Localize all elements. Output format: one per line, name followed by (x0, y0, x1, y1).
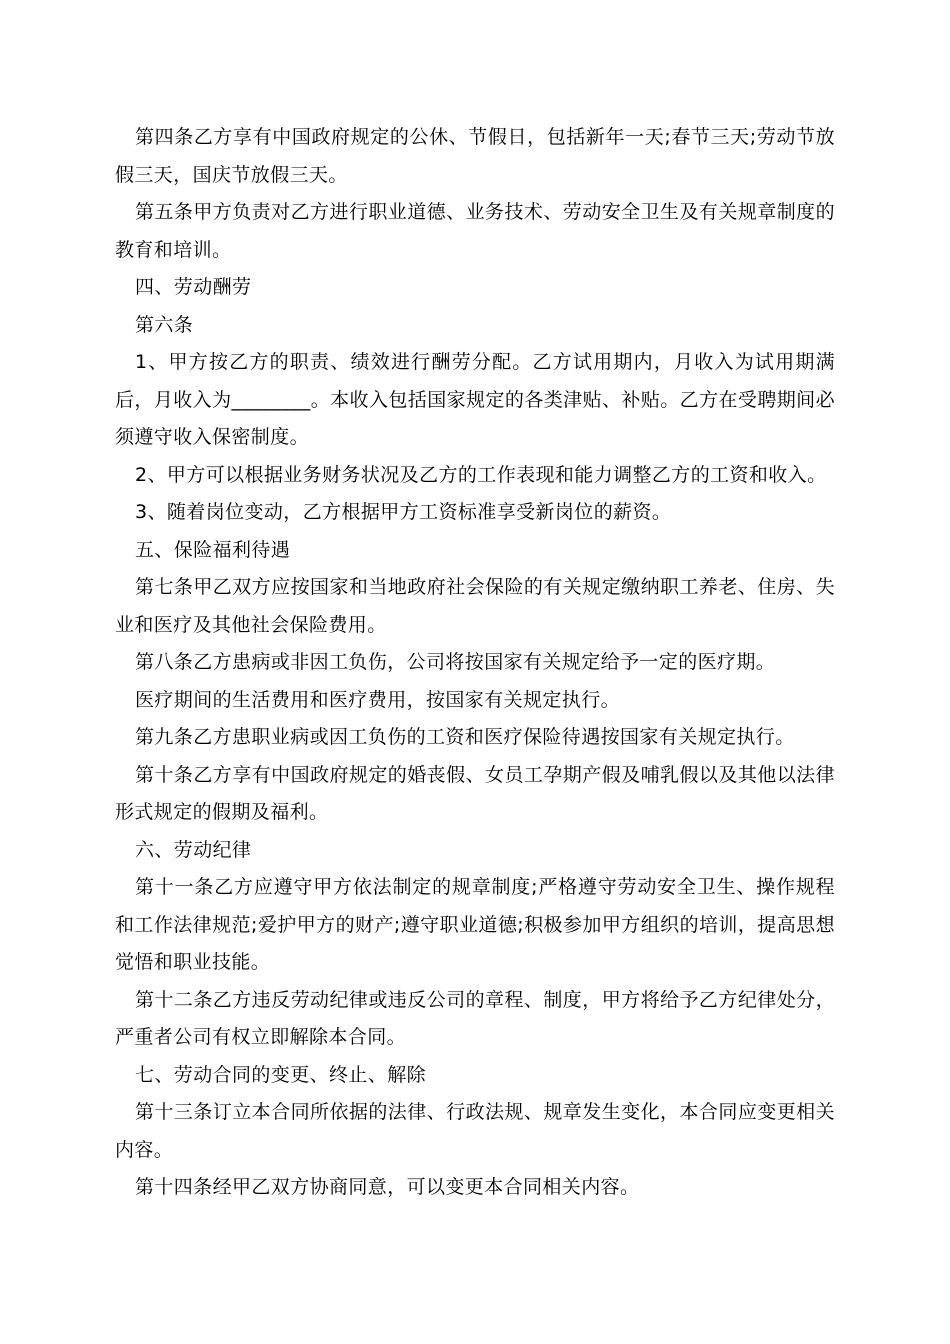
paragraph-article-5: 第五条甲方负责对乙方进行职业道德、业务技术、劳动安全卫生及有关规章制度的教育和培训。 (115, 201, 835, 261)
paragraph-article-4: 第四条乙方享有中国政府规定的公休、节假日，包括新年一天;春节三天;劳动节放假三天，国庆节放假三天。 (115, 126, 835, 186)
paragraph-article-8: 第八条乙方患病或非因工负伤，公司将按国家有关规定给予一定的医疗期。 (135, 651, 776, 673)
paragraph-article-6-item-1: 1、甲方按乙方的职责、绩效进行酬劳分配。乙方试用期内，月收入为试用期满后，月收入为________。本收入包括国家规定的各类津贴、补贴。乙方在受聘期间必须遵守收入保密制度。 (115, 351, 835, 448)
paragraph-article-10: 第十条乙方享有中国政府规定的婚丧假、女员工孕期产假及哺乳假以及其他以法律形式规定的假期及福利。 (115, 763, 835, 823)
paragraph-article-11: 第十一条乙方应遵守甲方依法制定的规章制度;严格遵守劳动安全卫生、操作规程和工作法律规范;爱护甲方的财产;遵守职业道德;积极参加甲方组织的培训，提高思想觉悟和职业技能。 (115, 876, 835, 973)
paragraph-article-14: 第十四条经甲乙双方协商同意，可以变更本合同相关内容。 (135, 1176, 640, 1198)
section-heading-discipline: 六、劳动纪律 (135, 838, 252, 861)
document-body (115, 119, 835, 1207)
paragraph-article-12: 第十二条乙方违反劳动纪律或违反公司的章程、制度，甲方将给予乙方纪律处分，严重者公司有权立即解除本合同。 (115, 988, 835, 1048)
paragraph-medical-period: 医疗期间的生活费用和医疗费用，按国家有关规定执行。 (135, 688, 621, 711)
paragraph-article-6-title: 第六条 (135, 313, 194, 336)
paragraph-article-6-item-3: 3、随着岗位变动，乙方根据甲方工资标准享受新岗位的薪资。 (135, 501, 672, 523)
paragraph-article-6-item-2: 2、甲方可以根据业务财务状况及乙方的工作表现和能力调整乙方的工资和收入。 (135, 463, 827, 486)
paragraph-article-9: 第九条乙方患职业病或因工负伤的工资和医疗保险待遇按国家有关规定执行。 (135, 726, 795, 748)
section-heading-insurance: 五、保险福利待遇 (135, 538, 291, 561)
paragraph-article-13: 第十三条订立本合同所依据的法律、行政法规、规章发生变化，本合同应变更相关内容。 (115, 1101, 835, 1161)
paragraph-article-7: 第七条甲乙双方应按国家和当地政府社会保险的有关规定缴纳职工养老、住房、失业和医疗及其他社会保险费用。 (115, 576, 835, 636)
section-heading-contract-change: 七、劳动合同的变更、终止、解除 (135, 1063, 427, 1086)
section-heading-remuneration: 四、劳动酬劳 (135, 276, 252, 298)
